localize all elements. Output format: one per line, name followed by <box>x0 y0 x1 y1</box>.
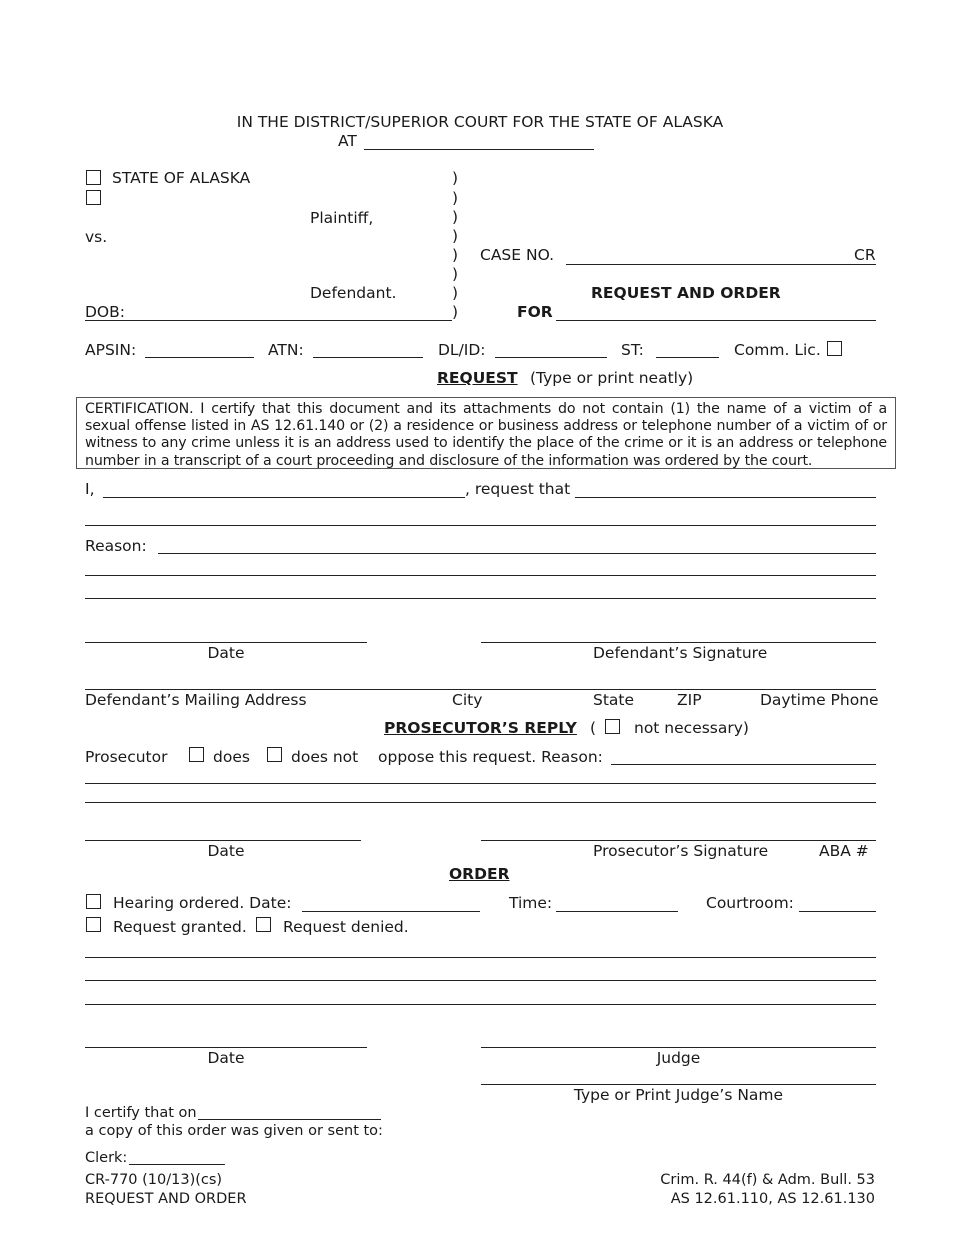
prosecutor-reason-line[interactable] <box>85 783 876 784</box>
does-not-checkbox[interactable] <box>267 747 282 762</box>
hearing-date-field[interactable] <box>302 911 480 912</box>
defendant-date-field[interactable] <box>85 642 367 643</box>
request-line[interactable] <box>85 525 876 526</box>
form-name: REQUEST AND ORDER <box>85 1191 247 1207</box>
state-label: State <box>593 691 635 709</box>
does-label: does <box>213 748 250 766</box>
mailing-address-label: Defendant’s Mailing Address <box>85 691 307 709</box>
defendant-label: Defendant. <box>310 284 397 302</box>
request-heading-note: (Type or print neatly) <box>530 369 694 387</box>
hearing-ordered-label: Hearing ordered. Date: <box>113 894 292 912</box>
court-title: IN THE DISTRICT/SUPERIOR COURT FOR THE STATE OF ALASKA <box>236 113 724 131</box>
copy-label: a copy of this order was given or sent to: <box>85 1123 383 1139</box>
i-label: I, <box>85 480 95 498</box>
request-denied-checkbox[interactable] <box>256 917 271 932</box>
requester-name-field[interactable] <box>103 497 465 498</box>
order-line[interactable] <box>85 957 876 958</box>
judge-label: Judge <box>656 1049 701 1067</box>
dob-label: DOB: <box>85 303 125 321</box>
prosecutor-date-field[interactable] <box>85 840 361 841</box>
not-necessary-checkbox[interactable] <box>605 719 620 734</box>
at-location-field[interactable] <box>364 149 594 150</box>
order-heading: ORDER <box>449 865 510 883</box>
st-field[interactable] <box>656 357 719 358</box>
at-label: AT <box>338 132 357 150</box>
plaintiff-state-checkbox[interactable] <box>86 170 101 185</box>
case-suffix: CR <box>854 246 876 264</box>
clerk-label: Clerk: <box>85 1150 128 1166</box>
prosecutor-label: Prosecutor <box>85 748 168 766</box>
defendant-signature-field[interactable] <box>481 642 876 643</box>
prosecutor-signature-field[interactable] <box>481 840 876 841</box>
prosecutor-signature-label: Prosecutor’s Signature <box>593 842 769 860</box>
caption-paren: ) <box>452 303 459 321</box>
caption-paren: ) <box>452 169 459 187</box>
does-not-label: does not <box>291 748 359 766</box>
reason-line[interactable] <box>85 598 876 599</box>
comm-lic-checkbox[interactable] <box>827 341 842 356</box>
rule-reference: Crim. R. 44(f) & Adm. Bull. 53 <box>660 1172 875 1188</box>
form-number: CR-770 (10/13)(cs) <box>85 1172 223 1188</box>
order-date-field[interactable] <box>85 1047 367 1048</box>
caption-paren: ) <box>452 246 459 264</box>
request-granted-label: Request granted. <box>113 918 247 936</box>
reason-field[interactable] <box>158 553 876 554</box>
apsin-field[interactable] <box>145 357 254 358</box>
case-no-label: CASE NO. <box>480 246 555 264</box>
case-no-field[interactable] <box>566 264 876 265</box>
defendant-date-label: Date <box>207 644 245 662</box>
dob-field[interactable] <box>85 320 452 321</box>
request-denied-label: Request denied. <box>283 918 409 936</box>
prosecutor-reason-field[interactable] <box>611 764 876 765</box>
dlid-label: DL/ID: <box>438 341 486 359</box>
plaintiff-state-label: STATE OF ALASKA <box>112 169 251 187</box>
for-field[interactable] <box>556 320 876 321</box>
not-necessary-label: not necessary) <box>634 719 749 737</box>
order-line[interactable] <box>85 1004 876 1005</box>
caption-paren: ) <box>452 265 459 283</box>
form-title: REQUEST AND ORDER <box>591 284 781 302</box>
caption-paren: ) <box>452 208 459 226</box>
defendant-address-field[interactable] <box>85 689 876 690</box>
statute-reference: AS 12.61.110, AS 12.61.130 <box>670 1191 875 1207</box>
clerk-field[interactable] <box>129 1164 225 1165</box>
city-label: City <box>452 691 483 709</box>
reason-line[interactable] <box>85 575 876 576</box>
hearing-time-field[interactable] <box>556 911 678 912</box>
judge-name-label: Type or Print Judge’s Name <box>573 1086 784 1104</box>
request-granted-checkbox[interactable] <box>86 917 101 932</box>
request-that-field[interactable] <box>575 497 876 498</box>
oppose-label: oppose this request. Reason: <box>378 748 603 766</box>
prosecutor-reason-line[interactable] <box>85 802 876 803</box>
judge-signature-field[interactable] <box>481 1047 876 1048</box>
for-label: FOR <box>517 303 553 321</box>
request-that-label: , request that <box>465 480 571 498</box>
request-heading: REQUEST <box>437 369 518 387</box>
plaintiff-other-checkbox[interactable] <box>86 190 101 205</box>
does-checkbox[interactable] <box>189 747 204 762</box>
comm-lic-label: Comm. Lic. <box>734 341 821 359</box>
hearing-ordered-checkbox[interactable] <box>86 894 101 909</box>
judge-name-field[interactable] <box>481 1084 876 1085</box>
certification-box: CERTIFICATION. I certify that this document and its attachments do not contain (1) the name of a victim of a sexual offense listed in AS 12.61.140 or (2) a residence or business address or telephone number of a victim of or witness to any crime unless it is an address used to identify the place of the crime or it is an address or telephone number in a transcript of a court proceeding and disclosure of the information was ordered by the court. <box>76 397 896 469</box>
certify-date-field[interactable] <box>198 1119 381 1120</box>
apsin-label: APSIN: <box>85 341 137 359</box>
plaintiff-label: Plaintiff, <box>310 209 374 227</box>
prosecutor-reply-heading: PROSECUTOR’S REPLY <box>384 719 577 737</box>
aba-label: ABA # <box>819 842 869 860</box>
prosecutor-date-label: Date <box>207 842 245 860</box>
time-label: Time: <box>509 894 553 912</box>
order-date-label: Date <box>207 1049 245 1067</box>
courtroom-field[interactable] <box>799 911 876 912</box>
vs-label: vs. <box>85 228 108 246</box>
phone-label: Daytime Phone <box>760 691 879 709</box>
defendant-signature-label: Defendant’s Signature <box>593 644 768 662</box>
atn-label: ATN: <box>268 341 304 359</box>
caption-paren: ) <box>452 227 459 245</box>
courtroom-label: Courtroom: <box>706 894 794 912</box>
caption-paren: ) <box>452 284 459 302</box>
zip-label: ZIP <box>677 691 702 709</box>
open-paren: ( <box>590 719 597 737</box>
order-line[interactable] <box>85 980 876 981</box>
reason-label: Reason: <box>85 537 147 555</box>
atn-field[interactable] <box>313 357 423 358</box>
certify-label: I certify that on <box>85 1105 197 1121</box>
caption-paren: ) <box>452 189 459 207</box>
dlid-field[interactable] <box>495 357 607 358</box>
st-label: ST: <box>621 341 644 359</box>
